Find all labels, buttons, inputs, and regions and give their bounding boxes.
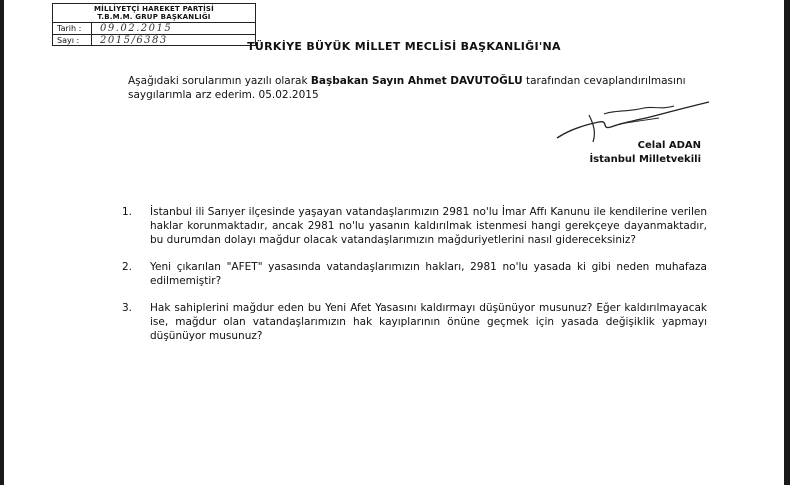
stamp-date-row: [53, 23, 255, 35]
document-page: [4, 0, 784, 485]
question-item: [122, 301, 707, 343]
stamp-header: [53, 4, 255, 23]
stamp-party-line1: MİLLİYETÇİ HAREKET PARTİSİ: [94, 5, 214, 13]
question-item: [122, 260, 707, 288]
intro-paragraph: [128, 74, 688, 102]
intro-addressee: Başbakan Sayın Ahmet DAVUTOĞLU: [310, 75, 523, 87]
stamp-party-line2: T.B.M.M. GRUP BAŞKANLIĞI: [97, 13, 211, 21]
document-title: TÜRKİYE BÜYÜK MİLLET MECLİSİ BAŞKANLIĞI'NA: [247, 40, 561, 53]
question-number: 1.: [122, 206, 133, 218]
stamp-date-value: 09.02.2015: [100, 23, 173, 34]
question-number: 2.: [122, 261, 133, 273]
stamp-date-label: Tarih :: [53, 23, 92, 34]
question-text: Yeni çıkarılan "AFET" yasasında vatandaşlarımızın hakları, 2981 no'lu yasada ki gibi neden muhafaza edilmemiştir?: [150, 261, 707, 287]
signer-block: [549, 139, 709, 167]
intro-after: tarafından cevaplandırılmasını saygılarımla arz ederim. 05.02.2015: [128, 75, 686, 101]
question-number: 3.: [122, 302, 133, 314]
signer-title: İstanbul Milletvekili: [589, 154, 701, 165]
question-list: [122, 205, 707, 356]
question-text: İstanbul ili Sarıyer ilçesinde yaşayan vatandaşlarımızın 2981 no'lu İmar Affı Kanunu ile kendilerine verilen haklar korunmaktadır, ancak 2981 no'lu yasanın kaldırılmak istenmesi hangi gerekçeye dayanmaktadır, bu durumdan dolayı mağdur olacak vatandaşlarımızın mağduriyetlerini nasıl gidereceksiniz?: [150, 206, 707, 246]
question-text: Hak sahiplerini mağdur eden bu Yeni Afet Yasasını kaldırmayı düşünüyor musunuz? Eğer kaldırılmayacak ise, mağdur olan vatandaşlarımızın hak kayıplarının önüne geçmek için yasada değişiklik yapmayı düşünüyor musunuz?: [150, 302, 707, 342]
stamp-number-value: 2015/6383: [100, 35, 168, 46]
stamp-number-label: Sayı :: [53, 35, 92, 46]
right-border: [784, 0, 790, 485]
intro-before: Aşağıdaki sorularımın yazılı olarak: [128, 75, 311, 87]
question-item: [122, 205, 707, 247]
signer-name: Celal ADAN: [637, 140, 701, 151]
